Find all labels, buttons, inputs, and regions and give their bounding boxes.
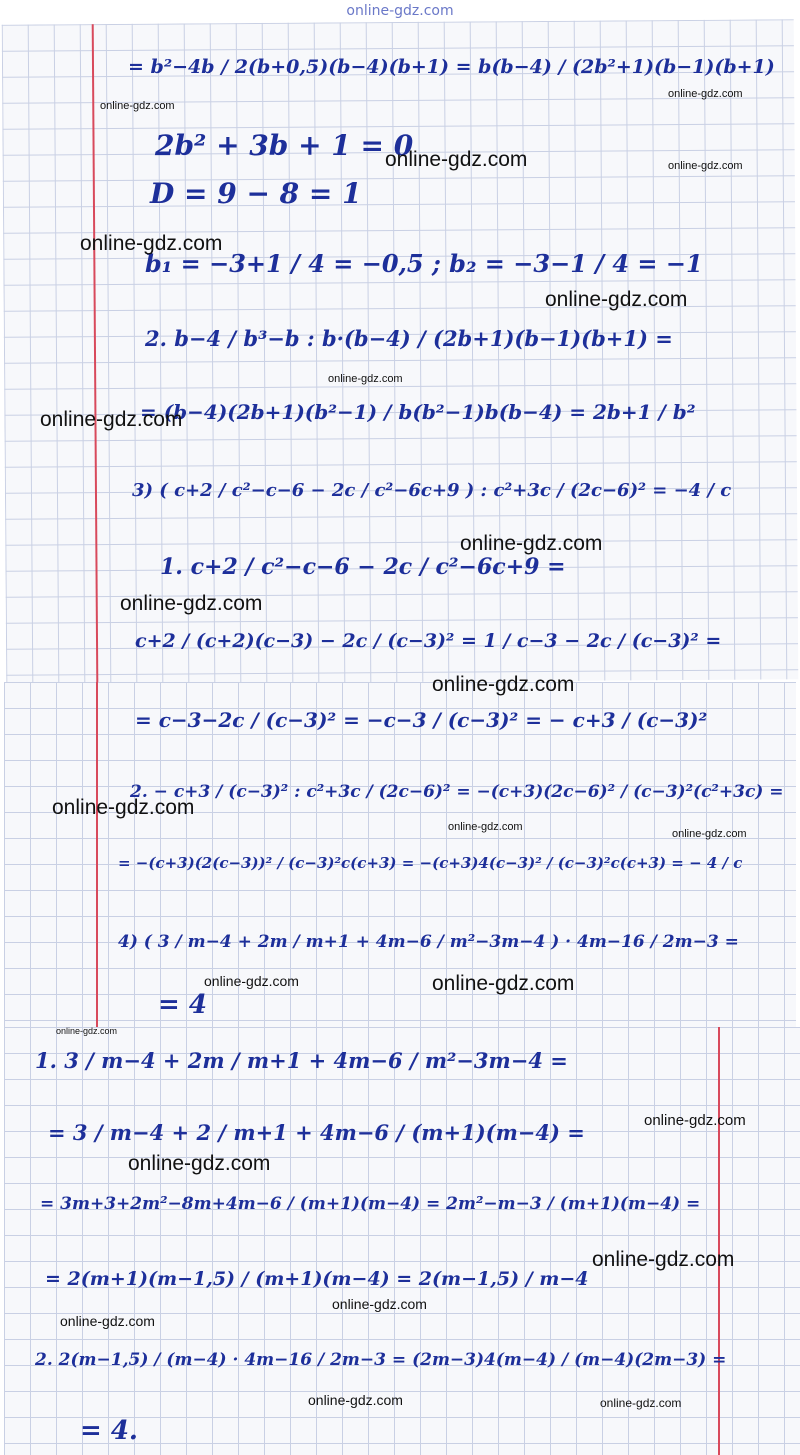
solution-line: D = 9 − 8 = 1	[150, 177, 362, 210]
watermark: online-gdz.com	[100, 100, 175, 112]
watermark: online-gdz.com	[545, 288, 688, 311]
solution-line: = 3m+3+2m²−8m+4m−6 / (m+1)(m−4) = 2m²−m−3 / (m+1)(m−4) =	[40, 1194, 701, 1214]
watermark: online-gdz.com	[328, 373, 403, 385]
solution-line: 2b² + 3b + 1 = 0	[155, 129, 414, 162]
watermark: online-gdz.com	[432, 673, 575, 696]
solution-line: = b²−4b / 2(b+0,5)(b−4)(b+1) = b(b−4) / (2b²+1)(b−1)(b+1)	[128, 56, 775, 78]
margin-line	[96, 682, 98, 1027]
watermark: online-gdz.com	[40, 408, 183, 431]
watermark: online-gdz.com	[600, 1396, 682, 1410]
site-header[interactable]: online-gdz.com	[0, 0, 800, 22]
solution-line: = −(c+3)(2(c−3))² / (c−3)²c(c+3) = −(c+3)4(c−3)² / (c−3)²c(c+3) = − 4 / c	[118, 854, 743, 872]
solution-line: 3) ( c+2 / c²−c−6 − 2c / c²−6c+9 ) : c²+3c / (2c−6)² = −4 / c	[132, 480, 732, 501]
watermark: online-gdz.com	[120, 592, 263, 615]
watermark: online-gdz.com	[668, 160, 743, 172]
margin-line	[92, 24, 99, 684]
solution-line: = c−3−2c / (c−3)² = −c−3 / (c−3)² = − c+3 / (c−3)²	[135, 708, 708, 732]
watermark: online-gdz.com	[52, 796, 195, 819]
solution-line: = 4.	[80, 1416, 138, 1446]
watermark: online-gdz.com	[385, 148, 528, 171]
solution-line: 1. c+2 / c²−c−6 − 2c / c²−6c+9 =	[160, 554, 566, 580]
solution-line: = (b−4)(2b+1)(b²−1) / b(b²−1)b(b−4) = 2b+1 / b²	[140, 400, 696, 424]
watermark: online-gdz.com	[56, 1026, 118, 1036]
watermark: online-gdz.com	[128, 1152, 271, 1175]
watermark: online-gdz.com	[332, 1296, 427, 1312]
solution-line: 4) ( 3 / m−4 + 2m / m+1 + 4m−6 / m²−3m−4 ) · 4m−16 / 2m−3 =	[118, 932, 739, 952]
watermark: online-gdz.com	[80, 232, 223, 255]
margin-line	[718, 1027, 720, 1455]
solution-line: b₁ = −3+1 / 4 = −0,5 ; b₂ = −3−1 / 4 = −1	[145, 249, 703, 278]
watermark: online-gdz.com	[460, 532, 603, 555]
solution-line: 1. 3 / m−4 + 2m / m+1 + 4m−6 / m²−3m−4 =	[35, 1048, 568, 1073]
watermark: online-gdz.com	[448, 821, 523, 833]
watermark: online-gdz.com	[204, 973, 299, 989]
solution-line: 2. b−4 / b³−b : b·(b−4) / (2b+1)(b−1)(b+1) =	[145, 326, 673, 351]
solution-line: c+2 / (c+2)(c−3) − 2c / (c−3)² = 1 / c−3 − 2c / (c−3)² =	[135, 630, 722, 652]
notebook-sheet-1	[2, 19, 799, 685]
solution-line: = 2(m+1)(m−1,5) / (m+1)(m−4) = 2(m−1,5) / m−4	[45, 1268, 589, 1290]
notebook-sheet-3	[4, 1027, 800, 1455]
solution-line: = 4	[158, 990, 207, 1020]
watermark: online-gdz.com	[644, 1112, 746, 1129]
solution-line: = 3 / m−4 + 2 / m+1 + 4m−6 / (m+1)(m−4) =	[48, 1120, 585, 1145]
watermark: online-gdz.com	[308, 1392, 403, 1408]
watermark: online-gdz.com	[60, 1313, 155, 1329]
watermark: online-gdz.com	[432, 972, 575, 995]
watermark: online-gdz.com	[668, 88, 743, 100]
watermark: online-gdz.com	[592, 1248, 735, 1271]
solution-line: 2. 2(m−1,5) / (m−4) · 4m−16 / 2m−3 = (2m−3)4(m−4) / (m−4)(2m−3) =	[35, 1350, 727, 1370]
solution-line: 2. − c+3 / (c−3)² : c²+3c / (2c−6)² = −(c+3)(2c−6)² / (c−3)²(c²+3c) =	[130, 782, 784, 802]
watermark: online-gdz.com	[672, 828, 747, 840]
